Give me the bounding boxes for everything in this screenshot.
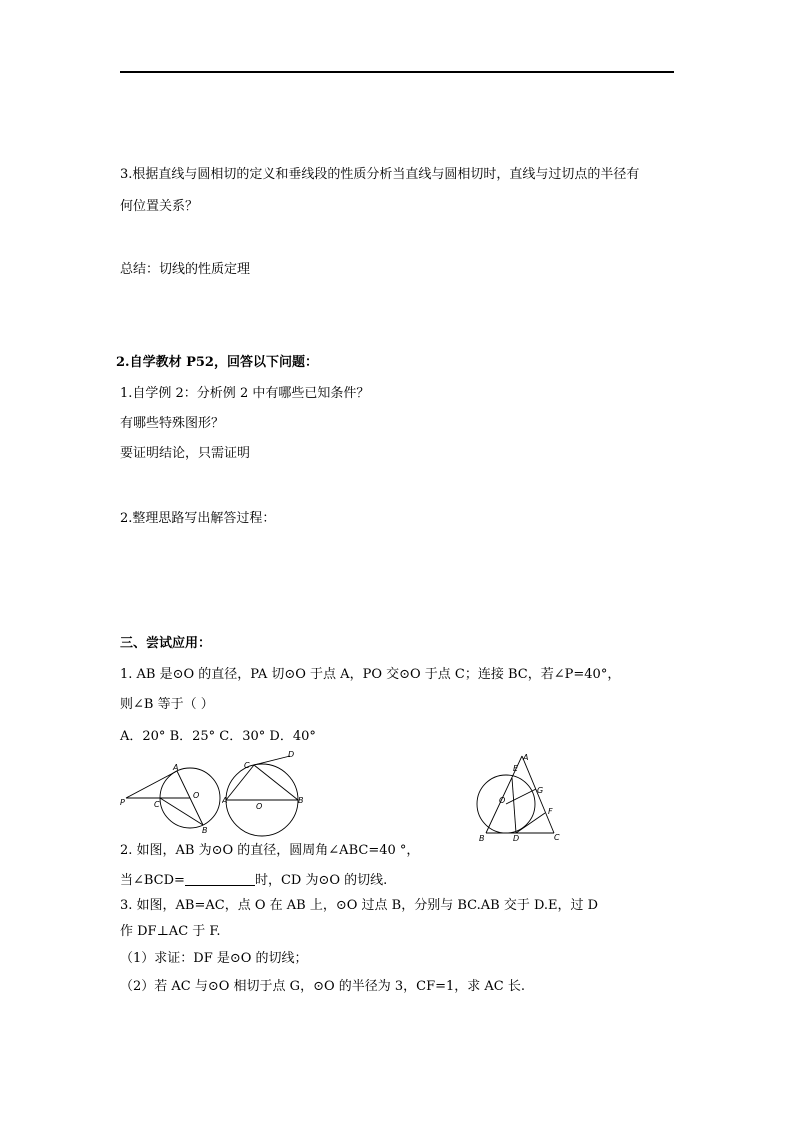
answer-blank[interactable] bbox=[185, 873, 255, 886]
problem3-sub1: （1）求证：DF 是⊙O 的切线； bbox=[120, 951, 308, 966]
fig1-label-p: P bbox=[120, 798, 125, 807]
section2-line4: 2.整理思路写出解答过程： bbox=[120, 511, 276, 526]
problem3-sub2: （2）若 AC 与⊙O 相切于点 G，⊙O 的半径为 3，CF=1，求 AC 长. bbox=[120, 979, 526, 994]
problem1-options: A．20° B．25° C．30° D．40° bbox=[120, 729, 316, 744]
fig3-label-c: C bbox=[554, 833, 560, 842]
fig1-label-b: B bbox=[202, 826, 208, 835]
fig2-label-a: A bbox=[222, 796, 228, 805]
fig3-label-e: E bbox=[513, 764, 519, 773]
fig1-label-a: A bbox=[173, 763, 179, 772]
fig2-label-c: C bbox=[244, 761, 250, 770]
section2-line2: 有哪些特殊图形？ bbox=[120, 416, 225, 431]
fig3-label-g: G bbox=[537, 786, 544, 795]
figure-2-diagram bbox=[222, 750, 310, 840]
fig2-label-d: D bbox=[288, 750, 295, 759]
section2-line3: 要证明结论，只需证明 bbox=[120, 446, 251, 461]
problem2-line2 bbox=[120, 873, 387, 889]
fig3-label-d: D bbox=[513, 834, 520, 842]
fig2-label-o: O bbox=[256, 802, 263, 811]
fig3-label-a: A bbox=[523, 753, 529, 762]
problem2-line1: 2. 如图，AB 为⊙O 的直径，圆周角∠ABC=40 °， bbox=[120, 843, 420, 858]
problem3-line2: 作 DF⊥AC 于 F. bbox=[120, 924, 221, 939]
q3-line1: 3.根据直线与圆相切的定义和垂线段的性质分析当直线与圆相切时，直线与过切点的半径有 bbox=[120, 167, 640, 182]
section2-heading: 2.自学教材 P52，回答以下问题： bbox=[116, 355, 318, 370]
problem1-line1: 1. AB 是⊙O 的直径，PA 切⊙O 于点 A，PO 交⊙O 于点 C；连接 BC，若∠P=40°， bbox=[120, 667, 621, 682]
fig1-label-o: O bbox=[193, 791, 200, 800]
section2-line1: 1.自学例 2：分析例 2 中有哪些已知条件？ bbox=[120, 386, 370, 401]
summary-text: 总结：切线的性质定理 bbox=[120, 262, 251, 277]
fig1-label-c: C bbox=[154, 800, 160, 809]
problem1-line2: 则∠B 等于（ ） bbox=[120, 697, 214, 712]
q3-line2: 何位置关系？ bbox=[120, 199, 199, 214]
header-rule bbox=[120, 71, 674, 73]
fig3-label-f: F bbox=[548, 807, 553, 816]
problem2-line2-suffix: 时，CD 为⊙O 的切线. bbox=[254, 873, 388, 888]
section3-heading: 三、尝试应用： bbox=[120, 636, 212, 651]
problem3-line1: 3. 如图，AB=AC，点 O 在 AB 上，⊙O 过点 B，分别与 BC.AB 交于 D.E，过 D bbox=[120, 898, 599, 913]
fig3-label-o: O bbox=[499, 796, 506, 805]
problem2-line2-prefix: 当∠BCD= bbox=[120, 873, 185, 888]
fig3-label-b: B bbox=[479, 834, 485, 842]
fig2-label-b: B bbox=[298, 796, 304, 805]
figure-3-diagram bbox=[470, 750, 570, 842]
figure-1-diagram bbox=[118, 760, 223, 838]
